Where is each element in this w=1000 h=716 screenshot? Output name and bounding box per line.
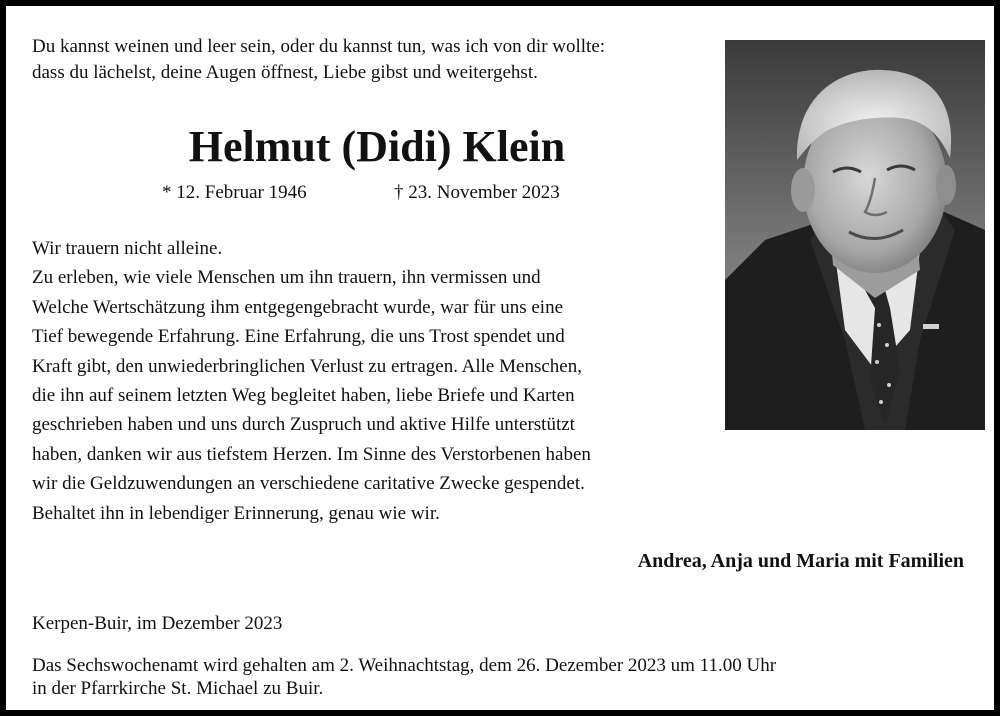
- quote-line: Du kannst weinen und leer sein, oder du kannst tun, was ich von dir wollte:: [32, 36, 606, 57]
- message-line: Behaltet ihn in lebendiger Erinnerung, genau wie wir.: [32, 502, 440, 524]
- message-line: Welche Wertschätzung ihm entgegengebracht wurde, war für uns eine: [32, 296, 564, 318]
- message-line: wir die Geldzuwendungen an verschiedene caritative Zwecke gespendet.: [32, 473, 585, 495]
- birth-date: * 12. Februar 1946: [162, 182, 307, 203]
- notice-line: Das Sechswochenamt wird gehalten am 2. Weihnachtstag, dem 26. Dezember 2023 um 11.00 Uhr: [32, 655, 777, 676]
- message-line: Kraft gibt, den unwiederbringlichen Verlust zu ertragen. Alle Menschen,: [32, 355, 582, 377]
- message-line: Tief bewegende Erfahrung. Eine Erfahrung, die uns Trost spendet und: [32, 326, 565, 348]
- family-signature: Andrea, Anja und Maria mit Familien: [637, 550, 964, 572]
- mass-notice: [32, 654, 932, 700]
- message-line: Zu erleben, wie viele Menschen um ihn trauern, ihn vermissen und: [32, 267, 541, 289]
- message-line: Wir trauern nicht alleine.: [32, 238, 223, 259]
- portrait-photo: [725, 40, 985, 430]
- message-line: haben, danken wir aus tiefstem Herzen. Im Sinne des Verstorbenen haben: [32, 443, 591, 465]
- life-dates: [162, 182, 622, 208]
- message-line: die ihn auf seinem letzten Weg begleitet haben, liebe Briefe und Karten: [32, 385, 575, 407]
- opening-quote: [32, 34, 702, 86]
- place-and-date: Kerpen-Buir, im Dezember 2023: [32, 613, 283, 634]
- message-line: geschrieben haben und uns durch Zuspruch und aktive Hilfe unterstützt: [32, 414, 575, 436]
- death-date: † 23. November 2023: [394, 182, 560, 203]
- quote-line: dass du lächelst, deine Augen öffnest, Liebe gibst und weitergehst.: [32, 62, 538, 83]
- thank-you-message: [32, 234, 712, 528]
- deceased-name: Helmut (Didi) Klein: [188, 122, 566, 171]
- notice-line: in der Pfarrkirche St. Michael zu Buir.: [32, 678, 324, 699]
